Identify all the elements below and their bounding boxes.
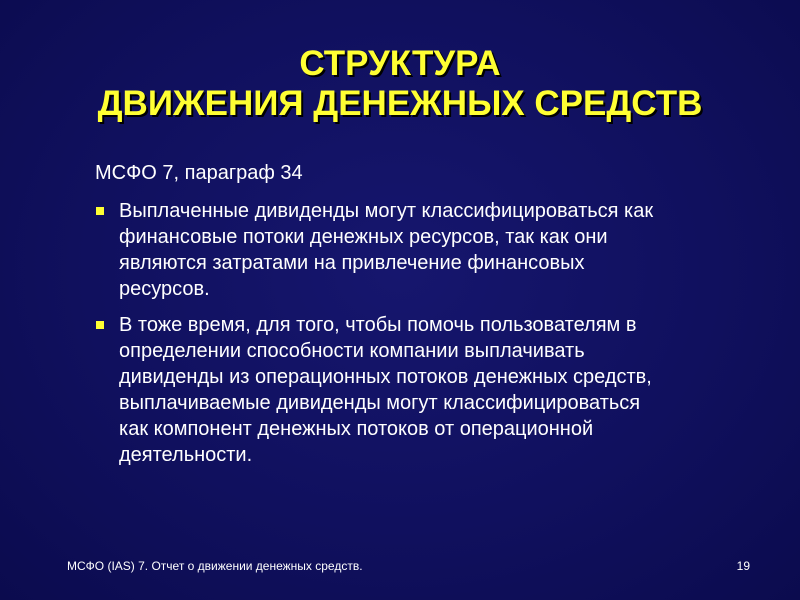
bullet-line: определении способности компании выплачивать: [119, 340, 585, 362]
footer-text: МСФО (IAS) 7. Отчет о движении денежных средств.: [67, 559, 363, 573]
bullet-item: [92, 198, 732, 302]
slide-title-line-2: ДВИЖЕНИЯ ДЕНЕЖНЫХ СРЕДСТВ: [97, 84, 703, 123]
page-number: 19: [736, 559, 750, 573]
bullet-line: как компонент денежных потоков от операционной: [119, 418, 594, 440]
bullet-line: дивиденды из операционных потоков денежных средств,: [119, 366, 652, 388]
square-bullet-icon: [96, 207, 104, 215]
bullet-line: выплачиваемые дивиденды могут классифицироваться: [119, 392, 641, 414]
bullet-line: Выплаченные дивиденды могут классифицироваться как: [119, 200, 654, 222]
bullet-line: деятельности.: [119, 444, 253, 466]
slide-subtitle: МСФО 7, параграф 34: [95, 162, 303, 184]
bullet-line: являются затратами на привлечение финансовых: [119, 252, 585, 274]
square-bullet-icon: [96, 321, 104, 329]
bullet-list: [92, 198, 732, 478]
slide-title: [0, 44, 800, 124]
slide-title-line-1: СТРУКТУРА: [299, 44, 501, 83]
bullet-line: В тоже время, для того, чтобы помочь пользователям в: [119, 314, 637, 336]
bullet-line: ресурсов.: [119, 278, 210, 300]
bullet-item: [92, 312, 732, 468]
bullet-line: финансовые потоки денежных ресурсов, так как они: [119, 226, 608, 248]
